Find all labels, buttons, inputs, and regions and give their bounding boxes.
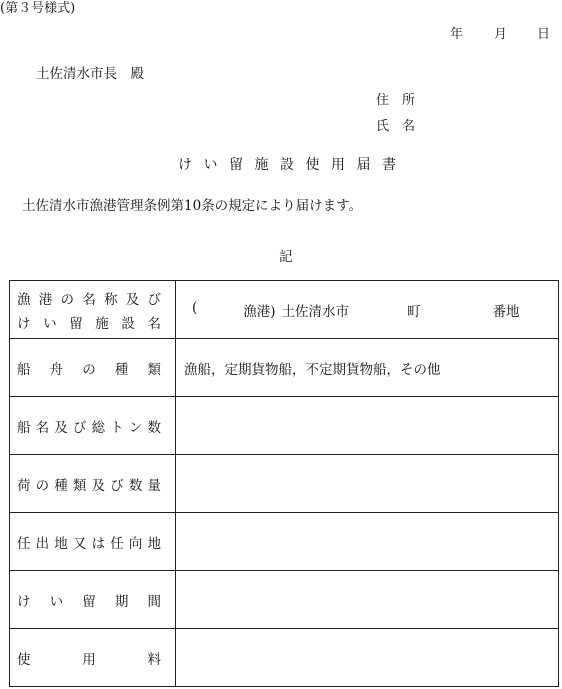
origin-destination-value-cell[interactable] bbox=[176, 513, 559, 571]
vessel-name-label-cell bbox=[10, 397, 176, 455]
table-row bbox=[10, 629, 559, 687]
mooring-period-value-cell[interactable] bbox=[176, 571, 559, 629]
row-label: け い 留 期 間 bbox=[17, 593, 161, 610]
port-name-value-cell[interactable] bbox=[176, 281, 559, 339]
row-label: 荷 の 種 類 及 び 数 量 bbox=[17, 477, 161, 494]
port-name-label-cell bbox=[10, 281, 176, 339]
cargo-value-cell[interactable] bbox=[176, 455, 559, 513]
date-year-label: 年 bbox=[450, 27, 464, 42]
table-row bbox=[10, 339, 559, 397]
origin-destination-label-cell bbox=[10, 513, 176, 571]
address-number-label: 番地 bbox=[492, 303, 520, 320]
town-label: 町 bbox=[407, 303, 421, 320]
vessel-type-label-cell bbox=[10, 339, 176, 397]
paren-open: ( bbox=[192, 299, 198, 316]
usage-fee-label-cell bbox=[10, 629, 176, 687]
date-day-label: 日 bbox=[537, 27, 551, 42]
form-title: けい留施設使用届書 bbox=[178, 157, 408, 173]
addressee: 土佐清水市長 殿 bbox=[36, 66, 144, 82]
vessel-type-value-cell[interactable]: 漁船，定期貨物船，不定期貨物船，その他 bbox=[176, 339, 559, 397]
label-line-2: け い 留 施 設 名 bbox=[17, 315, 161, 332]
mooring-period-label-cell bbox=[10, 571, 176, 629]
table-row bbox=[10, 571, 559, 629]
table-row bbox=[10, 281, 559, 339]
label-line-1: 漁 港 の 名 称 及 び bbox=[17, 291, 161, 308]
body-text: 土佐清水市漁港管理条例第10条の規定により届けます。 bbox=[22, 198, 363, 214]
row-label: 船 名 及 び 総 ト ン 数 bbox=[17, 419, 161, 436]
date-month-label: 月 bbox=[494, 27, 508, 42]
table-row bbox=[10, 455, 559, 513]
row-label: 船 舟 の 種 類 bbox=[17, 361, 161, 378]
usage-fee-value-cell[interactable] bbox=[176, 629, 559, 687]
row-label: 任 出 地 又 は 任 向 地 bbox=[17, 535, 161, 552]
table-row bbox=[10, 513, 559, 571]
row-label: 使 用 料 bbox=[17, 651, 161, 668]
record-table bbox=[9, 280, 559, 687]
cargo-label-cell bbox=[10, 455, 176, 513]
city-name: 土佐清水市 bbox=[281, 303, 350, 320]
port-suffix: 漁港) bbox=[243, 303, 276, 320]
vessel-name-value-cell[interactable] bbox=[176, 397, 559, 455]
form-number: (第３号様式) bbox=[0, 1, 76, 16]
ki-heading: 記 bbox=[279, 249, 293, 265]
address-label: 住 所 bbox=[376, 93, 416, 108]
table-row bbox=[10, 397, 559, 455]
name-label: 氏 名 bbox=[376, 119, 416, 134]
